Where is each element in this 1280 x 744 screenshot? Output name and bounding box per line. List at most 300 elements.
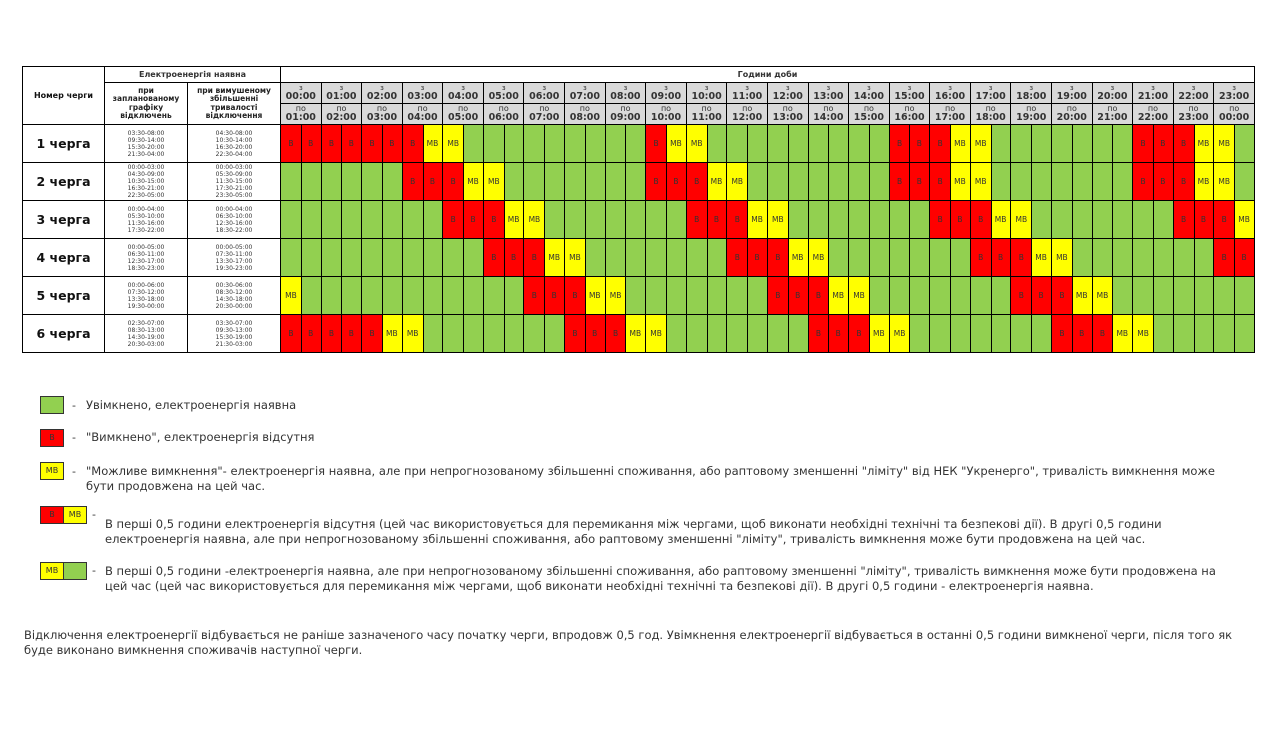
hour-cell [970, 163, 1011, 201]
hour-cell [1214, 201, 1255, 239]
on-slot [1153, 239, 1173, 276]
hour-cell [1133, 125, 1174, 163]
hour-cell [281, 315, 322, 353]
hour-cell [808, 315, 849, 353]
legend-green-swatch [40, 396, 64, 414]
maybe-off-slot: МВ [971, 125, 991, 162]
hour-to: 23:00 [1178, 112, 1209, 123]
hour-cell [281, 163, 322, 201]
on-slot [443, 315, 463, 352]
forced-interval: 13:30-17:00 [215, 257, 253, 265]
on-slot [322, 201, 342, 238]
on-slot [423, 239, 443, 276]
off-slot: В [1234, 239, 1254, 276]
on-slot [869, 125, 889, 162]
hour-to: 08:00 [569, 112, 600, 123]
forced-interval: 05:30-09:00 [215, 171, 253, 178]
hour-cell [970, 277, 1011, 315]
on-slot [524, 125, 544, 162]
hour-from-cell [1133, 83, 1174, 104]
from-prefix: з [542, 84, 547, 92]
from-prefix: з [420, 84, 425, 92]
hour-to-cell [281, 104, 322, 125]
planned-interval: 10:30-15:00 [127, 178, 165, 185]
hour-cell [889, 239, 930, 277]
hour-cell [1011, 163, 1052, 201]
legend-red-half: В [41, 507, 63, 523]
on-slot [341, 277, 361, 314]
hour-cell [686, 315, 727, 353]
planned-times [105, 125, 188, 163]
forced-interval: 20:30-00:00 [215, 302, 253, 310]
hour-cell [321, 239, 362, 277]
maybe-off-slot: МВ [747, 201, 767, 238]
off-slot: В [788, 277, 808, 314]
on-slot [1072, 201, 1092, 238]
on-slot [950, 277, 970, 314]
hour-cell [362, 163, 403, 201]
off-slot: В [281, 125, 301, 162]
hour-from-cell [849, 83, 890, 104]
hour-from: 01:00 [326, 91, 357, 102]
hour-cell [524, 125, 565, 163]
on-slot [828, 125, 848, 162]
on-slot [1234, 315, 1254, 352]
hour-cell [443, 315, 484, 353]
hour-from: 05:00 [488, 91, 519, 102]
off-slot: В [991, 239, 1011, 276]
forced-interval: 18:30-22:00 [215, 226, 253, 234]
forced-interval: 00:00-03:00 [215, 164, 253, 171]
on-slot [828, 163, 848, 200]
on-slot [463, 239, 483, 276]
hour-cell [1214, 163, 1255, 201]
legend-off-maybe-text: В перші 0,5 години електроенергія відсутня (цей час використовується для перемикання між чергами, щоб виконати необхідні технічні та безпекові дії). В другі 0,5 години електроенергія наявна, але при непрогнозованому збільшенні споживання, або раптовому зменшенні "ліміту", тривалість вимкнення може бути продовжена на цей час. [105, 517, 1162, 546]
hour-cell [483, 163, 524, 201]
hour-to: 21:00 [1097, 112, 1128, 123]
to-prefix: по [376, 104, 388, 113]
from-prefix: з [1069, 84, 1074, 92]
off-slot: В [362, 315, 382, 352]
maybe-off-slot: МВ [1214, 163, 1234, 200]
hour-cell [930, 125, 971, 163]
hour-cell [1052, 277, 1093, 315]
hour-cell [646, 239, 687, 277]
hour-from-cell [362, 83, 403, 104]
hour-from-cell [1011, 83, 1052, 104]
on-slot [747, 277, 767, 314]
hour-cell [808, 163, 849, 201]
on-slot [585, 201, 605, 238]
off-slot: В [646, 163, 666, 200]
hour-cell [646, 201, 687, 239]
off-slot: В [301, 315, 321, 352]
on-slot [362, 163, 382, 200]
hour-from: 15:00 [894, 91, 925, 102]
on-slot [707, 315, 727, 352]
legend-dash: - [92, 564, 96, 577]
on-slot [687, 277, 707, 314]
hour-cell [1052, 125, 1093, 163]
on-slot [1052, 163, 1072, 200]
hour-cell [483, 201, 524, 239]
maybe-off-slot: МВ [646, 315, 666, 352]
from-prefix: з [745, 84, 750, 92]
hour-cell [808, 239, 849, 277]
on-slot [747, 315, 767, 352]
hour-from: 09:00 [650, 91, 682, 102]
hour-cell [686, 277, 727, 315]
planned-times [105, 277, 188, 315]
hour-cell [565, 239, 606, 277]
off-slot: В [341, 315, 361, 352]
hour-cell [849, 163, 890, 201]
on-slot [403, 277, 423, 314]
on-slot [809, 163, 829, 200]
off-slot: В [971, 201, 991, 238]
forced-times [188, 239, 281, 277]
hour-cell [1092, 277, 1133, 315]
hour-from: 00:00 [285, 91, 316, 102]
hour-cell [605, 163, 646, 201]
hour-cell [281, 277, 322, 315]
forced-interval: 04:30-08:00 [215, 129, 253, 137]
from-prefix: з [380, 84, 384, 92]
on-slot [281, 239, 301, 276]
on-slot [565, 163, 585, 200]
hour-to-cell [483, 104, 524, 125]
on-slot [909, 315, 929, 352]
maybe-off-slot: МВ [443, 125, 463, 162]
forced-interval: 08:30-12:00 [215, 288, 253, 296]
hour-cell [1173, 277, 1214, 315]
legend-yellow-green-swatch [40, 562, 87, 580]
from-prefix: з [1232, 84, 1237, 92]
off-slot: В [687, 163, 707, 200]
planned-interval: 19:30-00:00 [127, 302, 165, 310]
on-slot [403, 201, 423, 238]
maybe-off-slot: МВ [423, 125, 443, 162]
off-slot: В [1093, 315, 1113, 352]
off-slot: В [484, 201, 504, 238]
on-slot [687, 239, 707, 276]
hour-cell [402, 239, 443, 277]
hour-cell [402, 163, 443, 201]
maybe-off-slot: МВ [504, 201, 524, 238]
hour-to-cell [1092, 104, 1133, 125]
hour-cell [970, 315, 1011, 353]
legend-maybe [40, 462, 64, 480]
maybe-off-slot: МВ [1011, 201, 1031, 238]
planned-interval: 22:30-05:00 [127, 192, 165, 199]
hour-cell [443, 277, 484, 315]
hour-to: 09:00 [610, 112, 641, 123]
on-slot [423, 201, 443, 238]
from-prefix: з [582, 84, 587, 92]
on-slot [849, 201, 869, 238]
planned-interval: 21:30-04:00 [127, 150, 165, 158]
on-slot [1011, 125, 1031, 162]
hour-cell [970, 125, 1011, 163]
off-slot: В [524, 239, 544, 276]
hour-cell [281, 239, 322, 277]
hour-from: 23:00 [1219, 91, 1250, 102]
on-slot [1174, 315, 1194, 352]
hour-from-cell [930, 83, 971, 104]
legend-yellow-swatch: МВ [40, 462, 64, 480]
on-slot [463, 277, 483, 314]
hour-cell [565, 201, 606, 239]
hour-to-cell [808, 104, 849, 125]
hour-from-cell [483, 83, 524, 104]
hour-cell [524, 239, 565, 277]
off-slot: В [341, 125, 361, 162]
hour-cell [605, 201, 646, 239]
on-slot [768, 163, 788, 200]
hour-cell [849, 315, 890, 353]
hour-cell [686, 163, 727, 201]
hour-cell [1133, 277, 1174, 315]
hour-to-cell [402, 104, 443, 125]
off-slot: В [909, 125, 929, 162]
off-slot: В [544, 277, 564, 314]
hour-cell [808, 201, 849, 239]
maybe-off-slot: МВ [890, 315, 910, 352]
from-prefix: з [948, 84, 952, 92]
queue-row [23, 125, 1255, 163]
off-slot: В [322, 125, 342, 162]
on-slot [930, 277, 950, 314]
hour-cell [646, 277, 687, 315]
hour-to-cell [727, 104, 768, 125]
hour-to-cell [362, 104, 403, 125]
planned-interval: 00:00-06:00 [127, 281, 165, 289]
hour-from: 06:00 [529, 91, 560, 102]
off-slot: В [727, 239, 747, 276]
off-slot: В [1011, 277, 1031, 314]
on-slot [1112, 201, 1132, 238]
maybe-off-slot: МВ [281, 277, 301, 314]
hour-cell [727, 239, 768, 277]
hour-cell [1173, 163, 1214, 201]
maybe-off-slot: МВ [768, 201, 788, 238]
off-slot: В [423, 163, 443, 200]
from-prefix: з [867, 84, 871, 92]
from-prefix: з [988, 84, 993, 92]
hour-to: 10:00 [650, 112, 682, 123]
hour-to: 20:00 [1056, 112, 1087, 123]
planned-interval: 18:30-23:00 [127, 264, 165, 272]
hour-from: 11:00 [732, 91, 763, 102]
queue-row [23, 163, 1255, 201]
to-prefix: по [782, 104, 793, 113]
off-slot: В [443, 201, 463, 238]
on-slot [301, 277, 321, 314]
legend-dash: - [72, 399, 76, 412]
forced-interval: 14:30-18:00 [215, 295, 253, 303]
off-slot: В [362, 125, 382, 162]
maybe-off-slot: МВ [1214, 125, 1234, 162]
hour-from-cell [1092, 83, 1133, 104]
hour-cell [565, 315, 606, 353]
on-slot [606, 125, 626, 162]
off-slot: В [1052, 277, 1072, 314]
queue-row [23, 239, 1255, 277]
maybe-off-slot: МВ [625, 315, 645, 352]
forced-interval: 12:30-16:00 [215, 219, 253, 227]
on-slot [890, 239, 910, 276]
legend-maybe-text: "Можливе вимкнення"- електроенергія наявна, але при непрогнозованому збільшенні споживання, або раптовому зменшенні "ліміту" від НЕК "Укренерго", тривалість вимкнення може бути продовжена на цей час. [86, 464, 1215, 493]
maybe-off-slot: МВ [585, 277, 605, 314]
on-slot [849, 163, 869, 200]
off-slot: В [524, 277, 544, 314]
hour-from: 19:00 [1056, 91, 1087, 102]
maybe-off-slot: МВ [707, 163, 727, 200]
hour-cell [767, 239, 808, 277]
on-slot [322, 163, 342, 200]
hour-cell [849, 239, 890, 277]
on-slot [991, 163, 1011, 200]
to-prefix: по [458, 104, 469, 113]
on-slot [788, 163, 808, 200]
planned-interval: 14:30-19:00 [127, 333, 165, 341]
hour-to: 11:00 [691, 112, 722, 123]
on-slot [991, 315, 1011, 352]
hour-to: 13:00 [772, 112, 803, 123]
planned-interval: 17:30-22:00 [127, 226, 165, 234]
hour-from-cell [767, 83, 808, 104]
maybe-off-slot: МВ [1234, 201, 1254, 238]
hour-cell [524, 315, 565, 353]
legend-dash: - [72, 465, 76, 478]
hour-to-cell [767, 104, 808, 125]
legend-off-text: "Вимкнено", електроенергія відсутня [86, 430, 315, 444]
hour-cell [1173, 315, 1214, 353]
on-slot [625, 277, 645, 314]
to-prefix: по [1026, 104, 1037, 113]
planned-times [105, 239, 188, 277]
maybe-off-slot: МВ [1052, 239, 1072, 276]
on-slot [707, 239, 727, 276]
hour-cell [1052, 315, 1093, 353]
hour-cell [849, 125, 890, 163]
hour-cell [889, 163, 930, 201]
on-slot [950, 315, 970, 352]
maybe-off-slot: МВ [1194, 125, 1214, 162]
maybe-off-slot: МВ [666, 125, 686, 162]
off-slot: В [727, 201, 747, 238]
maybe-off-slot: МВ [1031, 239, 1051, 276]
on-slot [909, 201, 929, 238]
hour-cell [362, 315, 403, 353]
legend-yellow-half: МВ [63, 507, 86, 523]
maybe-off-slot: МВ [950, 163, 970, 200]
off-slot: В [1153, 125, 1173, 162]
hour-cell [930, 201, 971, 239]
on-slot [909, 277, 929, 314]
planned-interval: 16:30-21:00 [127, 185, 165, 192]
hour-to-cell [930, 104, 971, 125]
planned-interval: 11:30-16:00 [127, 219, 165, 227]
on-slot [909, 239, 929, 276]
maybe-off-slot: МВ [788, 239, 808, 276]
off-slot: В [322, 315, 342, 352]
hour-from: 14:00 [853, 91, 885, 102]
off-slot: В [463, 201, 483, 238]
on-slot [565, 125, 585, 162]
hour-from-cell [281, 83, 322, 104]
hour-cell [686, 239, 727, 277]
planned-interval: 00:00-03:00 [127, 164, 165, 171]
hour-cell [1173, 239, 1214, 277]
hour-cell [1092, 201, 1133, 239]
off-slot: В [443, 163, 463, 200]
hour-to-cell [849, 104, 890, 125]
hour-from-cell [727, 83, 768, 104]
off-slot: В [1214, 201, 1234, 238]
planned-header: при запланованому графіку відключень [105, 83, 188, 125]
hour-from-cell [646, 83, 687, 104]
hour-cell [321, 201, 362, 239]
planned-interval: 20:30-03:00 [127, 340, 165, 348]
from-prefix: з [664, 84, 668, 92]
on-slot [991, 277, 1011, 314]
hour-to: 04:00 [407, 112, 438, 123]
forced-interval: 15:30-19:00 [215, 333, 253, 341]
on-slot [341, 201, 361, 238]
off-slot: В [1072, 315, 1092, 352]
on-slot [768, 315, 788, 352]
planned-times [105, 315, 188, 353]
on-slot [1093, 125, 1113, 162]
hour-to: 12:00 [732, 112, 763, 123]
hour-cell [1133, 239, 1174, 277]
queue-label: 6 черга [23, 315, 105, 353]
hour-cell [402, 125, 443, 163]
hour-cell [402, 201, 443, 239]
on-slot [930, 239, 950, 276]
queue-label: 2 черга [23, 163, 105, 201]
hour-to: 19:00 [1016, 112, 1047, 123]
off-slot: В [382, 125, 402, 162]
planned-interval: 03:30-08:00 [127, 129, 165, 137]
off-slot: В [1194, 201, 1214, 238]
maybe-off-slot: МВ [1133, 315, 1153, 352]
maybe-off-slot: МВ [1072, 277, 1092, 314]
hour-to-cell [443, 104, 484, 125]
queue-label: 5 черга [23, 277, 105, 315]
hour-to: 22:00 [1137, 112, 1169, 123]
hour-from-cell [1173, 83, 1214, 104]
maybe-off-slot: МВ [869, 315, 889, 352]
hour-cell [1173, 201, 1214, 239]
legend-red-swatch: В [40, 429, 64, 447]
on-slot [849, 125, 869, 162]
planned-interval: 06:30-11:00 [127, 250, 165, 258]
on-slot [281, 163, 301, 200]
hour-to: 16:00 [894, 112, 925, 123]
off-slot: В [828, 315, 848, 352]
hours-header: Години доби [281, 67, 1255, 83]
to-prefix: по [498, 104, 509, 113]
hour-to: 06:00 [488, 112, 519, 123]
planned-interval: 02:30-07:00 [127, 319, 165, 327]
off-slot: В [1011, 239, 1031, 276]
hour-cell [686, 125, 727, 163]
on-slot [625, 239, 645, 276]
hour-cell [1011, 315, 1052, 353]
on-slot [301, 201, 321, 238]
